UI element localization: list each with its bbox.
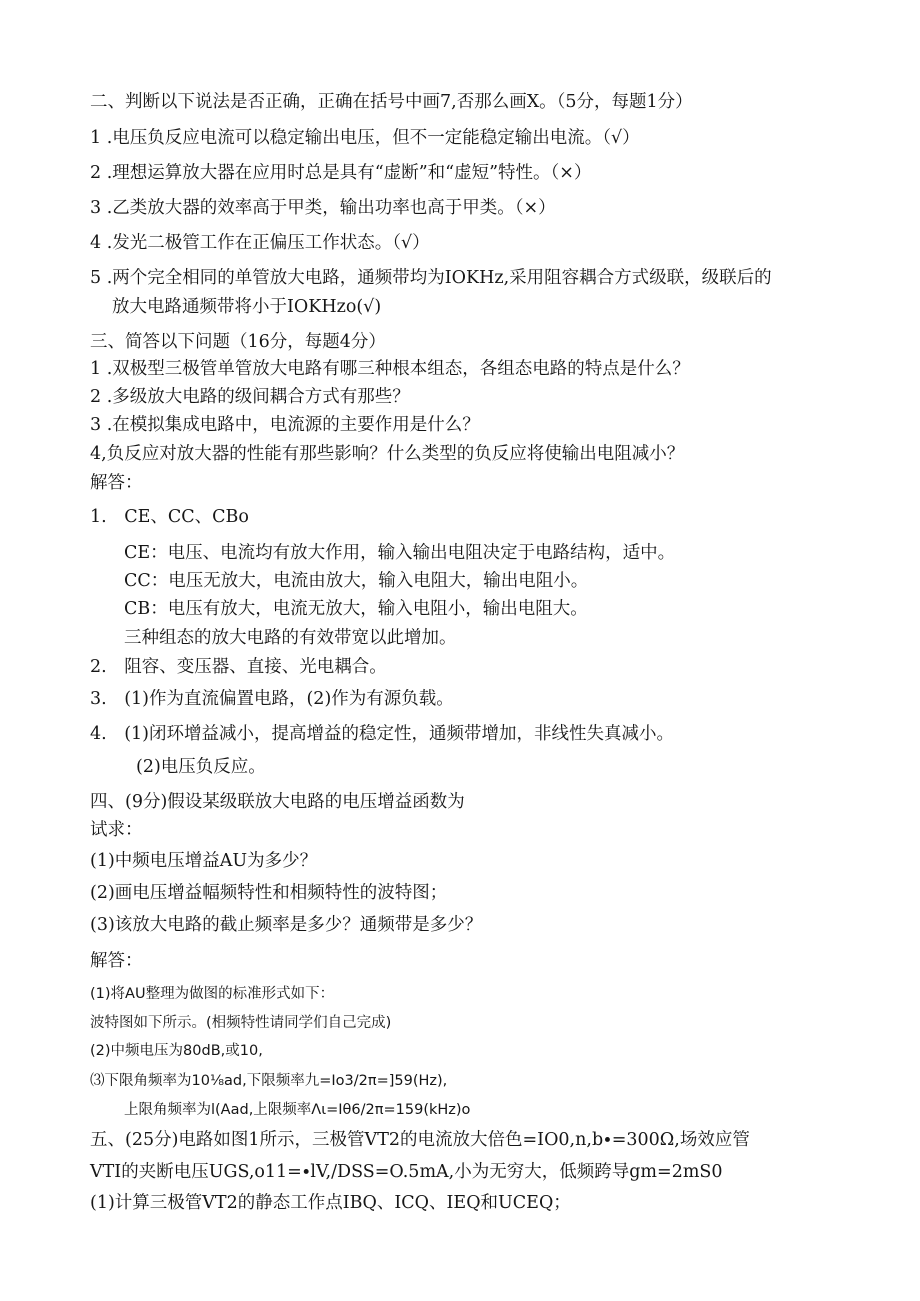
section3-question-4: 4,负反应对放大器的性能有那些影响？什么类型的负反应将使输出电阻减小？ bbox=[90, 444, 685, 464]
section4-question-1: (1)中频电压增益AU为多少？ bbox=[90, 851, 318, 871]
section4-answer-5: 上限角频率为l(Aad,上限频率Λι=Iθ6∕2π=159(kHz)o bbox=[124, 1102, 471, 1118]
section3-question-3: 3 .在模拟集成电路中，电流源的主要作用是什么？ bbox=[90, 415, 480, 435]
section3-title: 三、简答以下问题（16分，每题4分） bbox=[90, 332, 386, 352]
section2-item-1: 1 .电压负反应电流可以稳定输出电压，但不一定能稳定输出电流。（√） bbox=[90, 128, 640, 148]
section4-prompt: 试求： bbox=[90, 820, 143, 840]
section4-title: 四、(9分)假设某级联放大电路的电压增益函数为 bbox=[90, 792, 465, 812]
section4-answer-2: 波特图如下所示。(相频特性请同学们自己完成) bbox=[90, 1015, 392, 1031]
section2-title: 二、判断以下说法是否正确，正确在括号中画7,否那么画X。（5分，每题1分） bbox=[90, 92, 693, 112]
section4-answer-4: ⑶下限角频率为10⅛ad,下限频率九=Io3∕2π=]59(Hz), bbox=[90, 1073, 448, 1089]
section3-answer-1: 1. CE、CC、CBo bbox=[90, 507, 249, 527]
section3-answer-2: 2. 阻容、变压器、直接、光电耦合。 bbox=[90, 657, 387, 677]
section4-answer-label: 解答： bbox=[90, 951, 143, 971]
section5-line-1: 五、(25分)电路如图1所示，三极管VT2的电流放大倍色=IO0,n,b∙=300Ω,场效应管 bbox=[90, 1130, 750, 1150]
section4-answer-1: (1)将AU整理为做图的标准形式如下： bbox=[90, 986, 335, 1002]
section3-answer-1-cc: CC：电压无放大，电流由放大，输入电阻大，输出电阻小。 bbox=[124, 571, 589, 591]
section4-question-3: (3)该放大电路的截止频率是多少？通频带是多少？ bbox=[90, 915, 483, 935]
section3-answer-label: 解答： bbox=[90, 473, 143, 493]
section3-answer-1-cb: CB：电压有放大，电流无放大，输入电阻小，输出电阻大。 bbox=[124, 599, 588, 619]
section4-answer-3: (2)中频电压为80dB,或10, bbox=[90, 1043, 263, 1059]
section2-item-3: 3 .乙类放大器的效率高于甲类，输出功率也高于甲类。（×） bbox=[90, 198, 556, 218]
section3-answer-1-ce: CE：电压、电流均有放大作用，输入输出电阻决定于电路结构，适中。 bbox=[124, 543, 676, 563]
section3-answer-3: 3. (1)作为直流偏置电路，(2)作为有源负载。 bbox=[90, 689, 454, 709]
section2-item-5: 5 .两个完全相同的单管放大电路，通频带均为IOKHz,采用阻容耦合方式级联，级联后的 bbox=[90, 268, 772, 288]
section4-question-2: (2)画电压增益幅频特性和相频特性的波特图； bbox=[90, 883, 448, 903]
section3-answer-4: 4. (1)闭环增益减小，提高增益的稳定性，通频带增加，非线性失真减小。 bbox=[90, 724, 674, 744]
section3-answer-4-cont: (2)电压负反应。 bbox=[136, 757, 266, 777]
section5-line-2: VTI的夹断电压UGS,o11=∙lV,/DSS=O.5mA,小为无穷大，低频跨导gm=2mS0 bbox=[90, 1162, 723, 1182]
section3-question-2: 2 .多级放大电路的级间耦合方式有那些？ bbox=[90, 387, 410, 407]
section2-item-5-cont: 放大电路通频带将小于IOKHzo(√) bbox=[112, 297, 382, 317]
section5-line-3: (1)计算三极管VT2的静态工作点IBQ、ICQ、IEQ和UCEQ； bbox=[90, 1193, 571, 1213]
section2-item-2: 2 .理想运算放大器在应用时总是具有“虚断”和“虚短”特性。（×） bbox=[90, 163, 592, 183]
section2-item-4: 4 .发光二极管工作在正偏压工作状态。（√） bbox=[90, 233, 430, 253]
section3-question-1: 1 .双极型三极管单管放大电路有哪三种根本组态，各组态电路的特点是什么？ bbox=[90, 359, 690, 379]
section3-answer-1-note: 三种组态的放大电路的有效带宽以此增加。 bbox=[124, 628, 457, 648]
